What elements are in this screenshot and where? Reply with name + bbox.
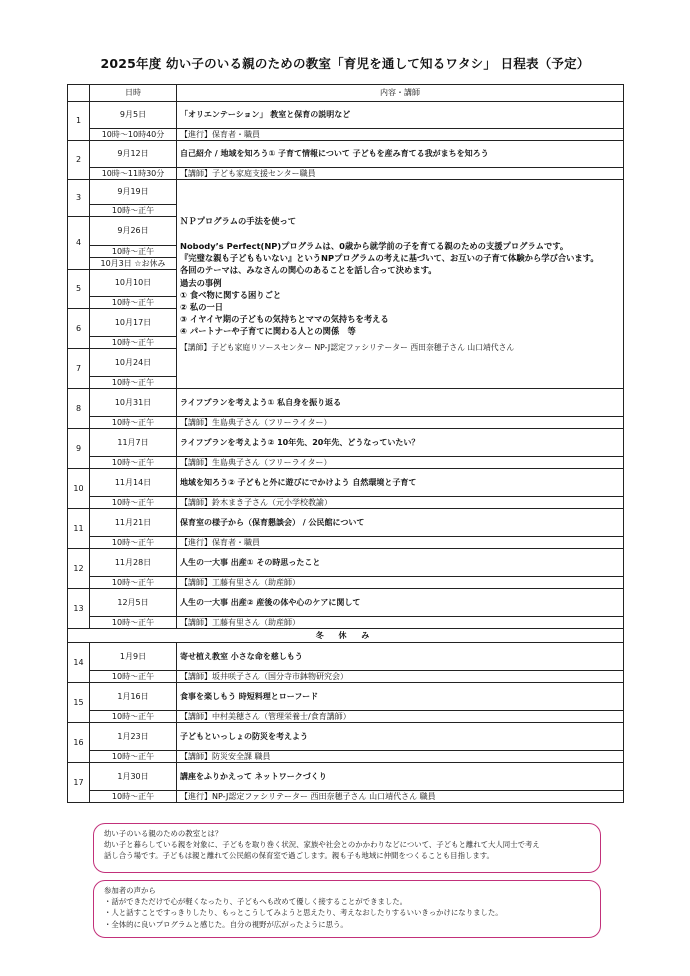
schedule-table <box>67 84 624 803</box>
date-header: 日時 <box>90 85 177 102</box>
session-number: 13 <box>68 589 90 629</box>
session-date: 9月12日 <box>90 141 177 168</box>
box-line: 幼い子と暮らしている親を対象に、子どもを取り巻く状況、家族や社会とのかかわりなどについて、子どもと離れて大人同士で考え <box>104 840 540 850</box>
session-time: 10時～11時30分 <box>90 168 177 180</box>
session-number: 16 <box>68 723 90 763</box>
session-date: 12月5日 <box>90 589 177 617</box>
session-date: 1月9日 <box>90 643 177 671</box>
page-title: 2025年度 幼い子のいる親のための教室「育児を通して知るワタシ」 日程表（予定） <box>100 56 590 71</box>
session-time: 10時～正午 <box>90 751 177 763</box>
table-row <box>68 537 624 549</box>
session-date: 11月14日 <box>90 469 177 497</box>
session-date: 10月31日 <box>90 389 177 417</box>
session-staff: 【講師】子ども家庭支援センター職員 <box>177 168 624 180</box>
session-number: 3 <box>68 180 90 217</box>
session-time: 10時～正午 <box>90 457 177 469</box>
session-title: 地域を知ろう② 子どもと外に遊びにでかけよう 自然環境と子育て <box>177 469 624 497</box>
table-row <box>68 141 624 168</box>
session-date: 10月10日 <box>90 270 177 297</box>
table-row <box>68 791 624 803</box>
np-line: ④ パートナーや子育てに関わる人との関係 等 <box>180 326 356 337</box>
box-line: 参加者の声から <box>104 886 156 895</box>
session-time: 10時～正午 <box>90 297 177 309</box>
session-time: 10時～正午 <box>90 537 177 549</box>
session-number: 5 <box>68 270 90 309</box>
session-number: 11 <box>68 509 90 549</box>
session-time: 10時～正午 <box>90 617 177 629</box>
np-line: ① 食べ物に関する困りごと <box>180 289 282 300</box>
session-number: 14 <box>68 643 90 683</box>
session-date: 10月24日 <box>90 349 177 377</box>
session-staff: 【講師】工藤有里さん（助産師） <box>177 617 624 629</box>
np-instructor: 【講師】子ども家庭リソースセンター NP-J認定ファシリテーター 西田奈穂子さん 山口靖代さん <box>180 342 515 352</box>
table-row <box>68 763 624 791</box>
session-date: 11月21日 <box>90 509 177 537</box>
table-row <box>68 589 624 617</box>
num-header <box>68 85 90 102</box>
session-time: 10時～10時40分 <box>90 129 177 141</box>
session-time: 10時～正午 <box>90 711 177 723</box>
box-line: 幼い子のいる親のための教室とは？ <box>104 829 223 838</box>
content-header: 内容・講師 <box>177 85 624 102</box>
session-title: ライフプランを考えよう② 10年先、20年先、どうなっていたい？ <box>177 429 624 457</box>
session-number: 6 <box>68 309 90 349</box>
session-date: 9月5日 <box>90 102 177 129</box>
about-box <box>93 823 601 873</box>
session-number: 4 <box>68 217 90 270</box>
session-staff: 【講師】生島典子さん（フリーライター） <box>177 457 624 469</box>
session-staff: 【講師】鈴木まき子さん（元小学校教諭） <box>177 497 624 509</box>
session-time: 10時～正午 <box>90 577 177 589</box>
session-staff: 【講師】中村美穂さん（管理栄養士/食育講師） <box>177 711 624 723</box>
voices-box <box>93 880 601 938</box>
table-row <box>68 469 624 497</box>
table-row <box>68 549 624 577</box>
table-row <box>68 711 624 723</box>
session-title: 寄せ植え教室 小さな命を慈しもう <box>177 643 624 671</box>
table-row <box>68 577 624 589</box>
session-date: 11月28日 <box>90 549 177 577</box>
session-staff: 【講師】生島典子さん（フリーライター） <box>177 417 624 429</box>
session-title: 保育室の様子から（保育懇談会） / 公民館について <box>177 509 624 537</box>
session-time: 10時～正午 <box>90 497 177 509</box>
np-line: ② 私の一日 <box>180 301 224 312</box>
session-title: 子どもといっしょの防災を考えよう <box>177 723 624 751</box>
session-title: 食事を楽しもう 時短料理とローフード <box>177 683 624 711</box>
table-row <box>68 509 624 537</box>
table-row <box>68 180 624 205</box>
session-time: 10時～正午 <box>90 377 177 389</box>
session-date: 1月23日 <box>90 723 177 751</box>
np-line: 過去の事例 <box>180 277 222 288</box>
table-row <box>68 683 624 711</box>
session-date: 11月7日 <box>90 429 177 457</box>
session-number: 9 <box>68 429 90 469</box>
winter-break: 冬 休 み <box>68 629 624 643</box>
table-row <box>68 168 624 180</box>
session-date: 1月16日 <box>90 683 177 711</box>
session-staff: 【進行】保育者・職員 <box>177 537 624 549</box>
session-date: 10月17日 <box>90 309 177 337</box>
session-number: 2 <box>68 141 90 180</box>
session-date: 1月30日 <box>90 763 177 791</box>
session-number: 1 <box>68 102 90 141</box>
session-staff: 【講師】防災安全課 職員 <box>177 751 624 763</box>
table-row <box>68 497 624 509</box>
table-row <box>68 617 624 629</box>
np-line: Nobody’s Perfect(NP)プログラムは、0歳から就学前の子を育てる親のための支援プログラムです。 <box>180 240 569 251</box>
box-line: ・全体的に良いプログラムと感じた。自分の視野が広がったように思う。 <box>104 919 348 929</box>
np-line: 各回のテーマは、みなさんの関心のあることを話し合って決めます。 <box>180 265 437 276</box>
session-time: 10時～正午 <box>90 791 177 803</box>
session-time: 10時～正午 <box>90 337 177 349</box>
table-row <box>68 389 624 417</box>
session-number: 7 <box>68 349 90 389</box>
session-number: 17 <box>68 763 90 803</box>
session-title: ライフプランを考えよう① 私自身を振り返る <box>177 389 624 417</box>
np-line: 『完璧な親も子どももいない』というNPプログラムの考えに基づいて、お互いの子育て体験から学び合います。 <box>180 253 599 264</box>
session-title: 講座をふりかえって ネットワークづくり <box>177 763 624 791</box>
session-time: 10時～正午 <box>90 671 177 683</box>
table-row <box>68 751 624 763</box>
session-time: 10時～正午 <box>90 246 177 258</box>
np-program-block <box>177 180 624 389</box>
table-row <box>68 671 624 683</box>
table-row <box>68 429 624 457</box>
holiday-note: 10月3日 ☆お休み <box>90 258 177 270</box>
session-staff: 【講師】工藤有里さん（助産師） <box>177 577 624 589</box>
box-line: 話し合う場です。子どもは親と離れて公民館の保育室で過ごします。親も子も地域に仲間をつくることも目指します。 <box>104 851 494 861</box>
session-staff: 【進行】保育者・職員 <box>177 129 624 141</box>
np-line: ＮＰプログラムの手法を使って <box>180 216 297 227</box>
table-row <box>68 102 624 129</box>
session-staff: 【進行】NP-J認定ファシリテーター 西田奈穂子さん 山口靖代さん 職員 <box>177 791 624 803</box>
session-number: 10 <box>68 469 90 509</box>
table-row <box>68 85 624 102</box>
session-number: 8 <box>68 389 90 429</box>
box-line: ・話ができただけで心が軽くなったり、子どもへも改めて優しく接することができました。 <box>104 897 408 907</box>
session-title: 人生の一大事 出産① その時思ったこと <box>177 549 624 577</box>
np-line <box>180 228 620 240</box>
session-number: 12 <box>68 549 90 589</box>
table-row <box>68 457 624 469</box>
table-row <box>68 643 624 671</box>
session-number: 15 <box>68 683 90 723</box>
np-line: ③ イヤイヤ期の子どもの気持ちとママの気持ちを考える <box>180 314 389 325</box>
table-row <box>68 417 624 429</box>
table-row <box>68 129 624 141</box>
session-staff: 【講師】坂井咲子さん（国分寺市鉢物研究会） <box>177 671 624 683</box>
session-time: 10時～正午 <box>90 417 177 429</box>
session-title: 「オリエンテーション」 教室と保育の説明など <box>177 102 624 129</box>
session-date: 9月19日 <box>90 180 177 205</box>
session-title: 自己紹介 / 地域を知ろう① 子育て情報について 子どもを産み育てる我がまちを知ろう <box>177 141 624 168</box>
box-line: ・人と話すことですっきりしたり、もっとこうしてみようと思えたり、考えなおしたりするいいきっかけになりました。 <box>104 908 503 918</box>
table-row <box>68 723 624 751</box>
table-row <box>68 629 624 643</box>
session-date: 9月26日 <box>90 217 177 246</box>
session-time: 10時～正午 <box>90 205 177 217</box>
session-title: 人生の一大事 出産② 産後の体や心のケアに関して <box>177 589 624 617</box>
